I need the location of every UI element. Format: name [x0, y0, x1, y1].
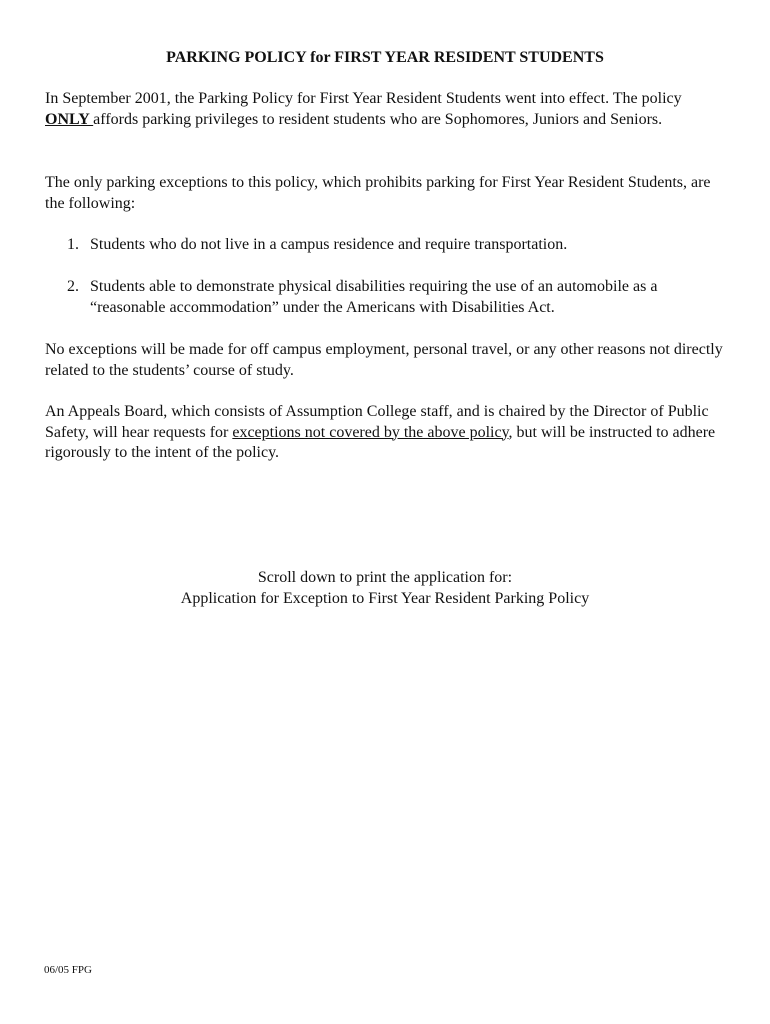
list-item-number: 2. — [67, 278, 79, 295]
exception-list-item-2 — [45, 277, 725, 318]
list-item-number: 1. — [67, 236, 79, 253]
paragraph-effective-date-text: In September 2001, the Parking Policy for First Year Resident Students went into effect. The policy — [45, 90, 682, 107]
list-item — [45, 277, 725, 318]
list-item-text: Students able to demonstrate physical disabilities requiring the use of an automobile as a “reasonable accommodation” under the Americans with Disabilities Act. — [90, 278, 658, 316]
scroll-note-line-1: Scroll down to print the application for: — [257, 569, 513, 586]
paragraph-exceptions-intro: The only parking exceptions to this policy, which prohibits parking for First Year Resident Students, are the following: — [45, 174, 711, 212]
paragraph-no-exceptions: No exceptions will be made for off campus employment, personal travel, or any other reasons not directly related to the students’ course of study. — [45, 341, 723, 379]
scroll-note-line-2: Application for Exception to First Year Resident Parking Policy — [180, 589, 590, 607]
paragraph-effective-date — [45, 89, 725, 130]
scroll-note — [0, 568, 770, 609]
emphasis-only: ONLY — [45, 110, 94, 128]
underlined-phrase: exceptions not covered by the above policy — [232, 423, 509, 441]
paragraph-appeals-board — [45, 402, 725, 464]
list-item — [45, 235, 725, 256]
document-title: PARKING POLICY for FIRST YEAR RESIDENT STUDENTS — [166, 49, 604, 66]
footer-code: 06/05 FPG — [44, 964, 92, 976]
list-item-text: Students who do not live in a campus residence and require transportation. — [90, 236, 568, 253]
paragraph-effective-date-rest: affords parking privileges to resident students who are Sophomores, Juniors and Seniors. — [93, 110, 663, 128]
paragraph-appeals-board-text: An Appeals Board, which consists of Assumption College staff, and is chaired by the Director of Public Safety, will hear requests for — [45, 403, 709, 441]
paragraph-appeals-board-rest: , but will be instructed to adhere rigorously to the intent of the policy. — [45, 423, 716, 461]
exception-list-item-1 — [45, 235, 725, 256]
